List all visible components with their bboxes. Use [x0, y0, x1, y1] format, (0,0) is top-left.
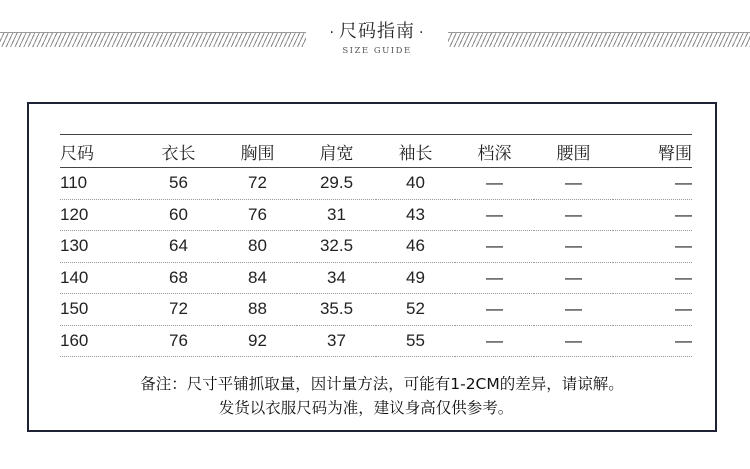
decorative-hatch-left [0, 32, 306, 47]
table-cell: — [613, 262, 692, 294]
table-cell: 150 [60, 294, 139, 326]
table-row [60, 294, 692, 326]
table-cell: 55 [376, 325, 455, 357]
table-cell: 40 [376, 168, 455, 200]
table-cell: 110 [60, 168, 139, 200]
column-header: 肩宽 [297, 135, 376, 168]
table-cell: — [455, 262, 534, 294]
table-cell: — [613, 231, 692, 263]
table-cell: 160 [60, 325, 139, 357]
table-row [60, 325, 692, 357]
column-header: 档深 [455, 135, 534, 168]
title-dot-right: · [419, 25, 425, 41]
table-header-row [60, 135, 692, 168]
table-cell: 32.5 [297, 231, 376, 263]
table-cell: 60 [139, 199, 218, 231]
table-cell: — [455, 231, 534, 263]
table-cell: — [534, 231, 613, 263]
table-cell: — [613, 294, 692, 326]
table-cell: — [613, 199, 692, 231]
table-cell: — [455, 325, 534, 357]
decorative-hatch-right [448, 32, 750, 47]
note-line-1: 备注：尺寸平铺抓取量，因计量方法，可能有1-2CM的差异，请谅解。 [140, 375, 624, 393]
table-cell: 84 [218, 262, 297, 294]
size-table [60, 134, 692, 357]
table-cell: 34 [297, 262, 376, 294]
table-cell: 76 [139, 325, 218, 357]
column-header: 袖长 [376, 135, 455, 168]
page-title [306, 20, 448, 45]
table-cell: — [613, 325, 692, 357]
table-cell: 52 [376, 294, 455, 326]
table-row [60, 262, 692, 294]
column-header: 腰围 [534, 135, 613, 168]
table-cell: 35.5 [297, 294, 376, 326]
size-chart-box [27, 102, 717, 432]
table-cell: 80 [218, 231, 297, 263]
page-subtitle: SIZE GUIDE [342, 46, 412, 56]
table-cell: — [534, 199, 613, 231]
table-cell: — [534, 262, 613, 294]
table-cell: 76 [218, 199, 297, 231]
title-dot-left: · [329, 25, 335, 41]
table-cell: 37 [297, 325, 376, 357]
table-cell: 64 [139, 231, 218, 263]
table-cell: 46 [376, 231, 455, 263]
table-cell: 49 [376, 262, 455, 294]
column-header: 衣长 [139, 135, 218, 168]
table-cell: 88 [218, 294, 297, 326]
note-line-2: 发货以衣服尺码为准，建议身高仅供参考。 [218, 399, 514, 417]
table-cell: — [455, 294, 534, 326]
table-cell: 130 [60, 231, 139, 263]
size-guide-header [0, 18, 750, 68]
table-row [60, 199, 692, 231]
table-row [60, 168, 692, 200]
table-cell: 72 [139, 294, 218, 326]
table-cell: — [455, 199, 534, 231]
table-cell: 140 [60, 262, 139, 294]
table-cell: — [534, 294, 613, 326]
table-cell: — [613, 168, 692, 200]
table-cell: 56 [139, 168, 218, 200]
title-text: 尺码指南 [339, 21, 415, 42]
column-header: 尺码 [60, 135, 139, 168]
table-row [60, 231, 692, 263]
table-cell: 72 [218, 168, 297, 200]
table-cell: 68 [139, 262, 218, 294]
table-cell: — [455, 168, 534, 200]
table-cell: 29.5 [297, 168, 376, 200]
table-cell: 43 [376, 199, 455, 231]
table-cell: — [534, 168, 613, 200]
table-cell: — [534, 325, 613, 357]
table-cell: 31 [297, 199, 376, 231]
column-header: 胸围 [218, 135, 297, 168]
table-cell: 120 [60, 199, 139, 231]
column-header: 臀围 [613, 135, 692, 168]
table-cell: 92 [218, 325, 297, 357]
title-block [306, 20, 448, 56]
